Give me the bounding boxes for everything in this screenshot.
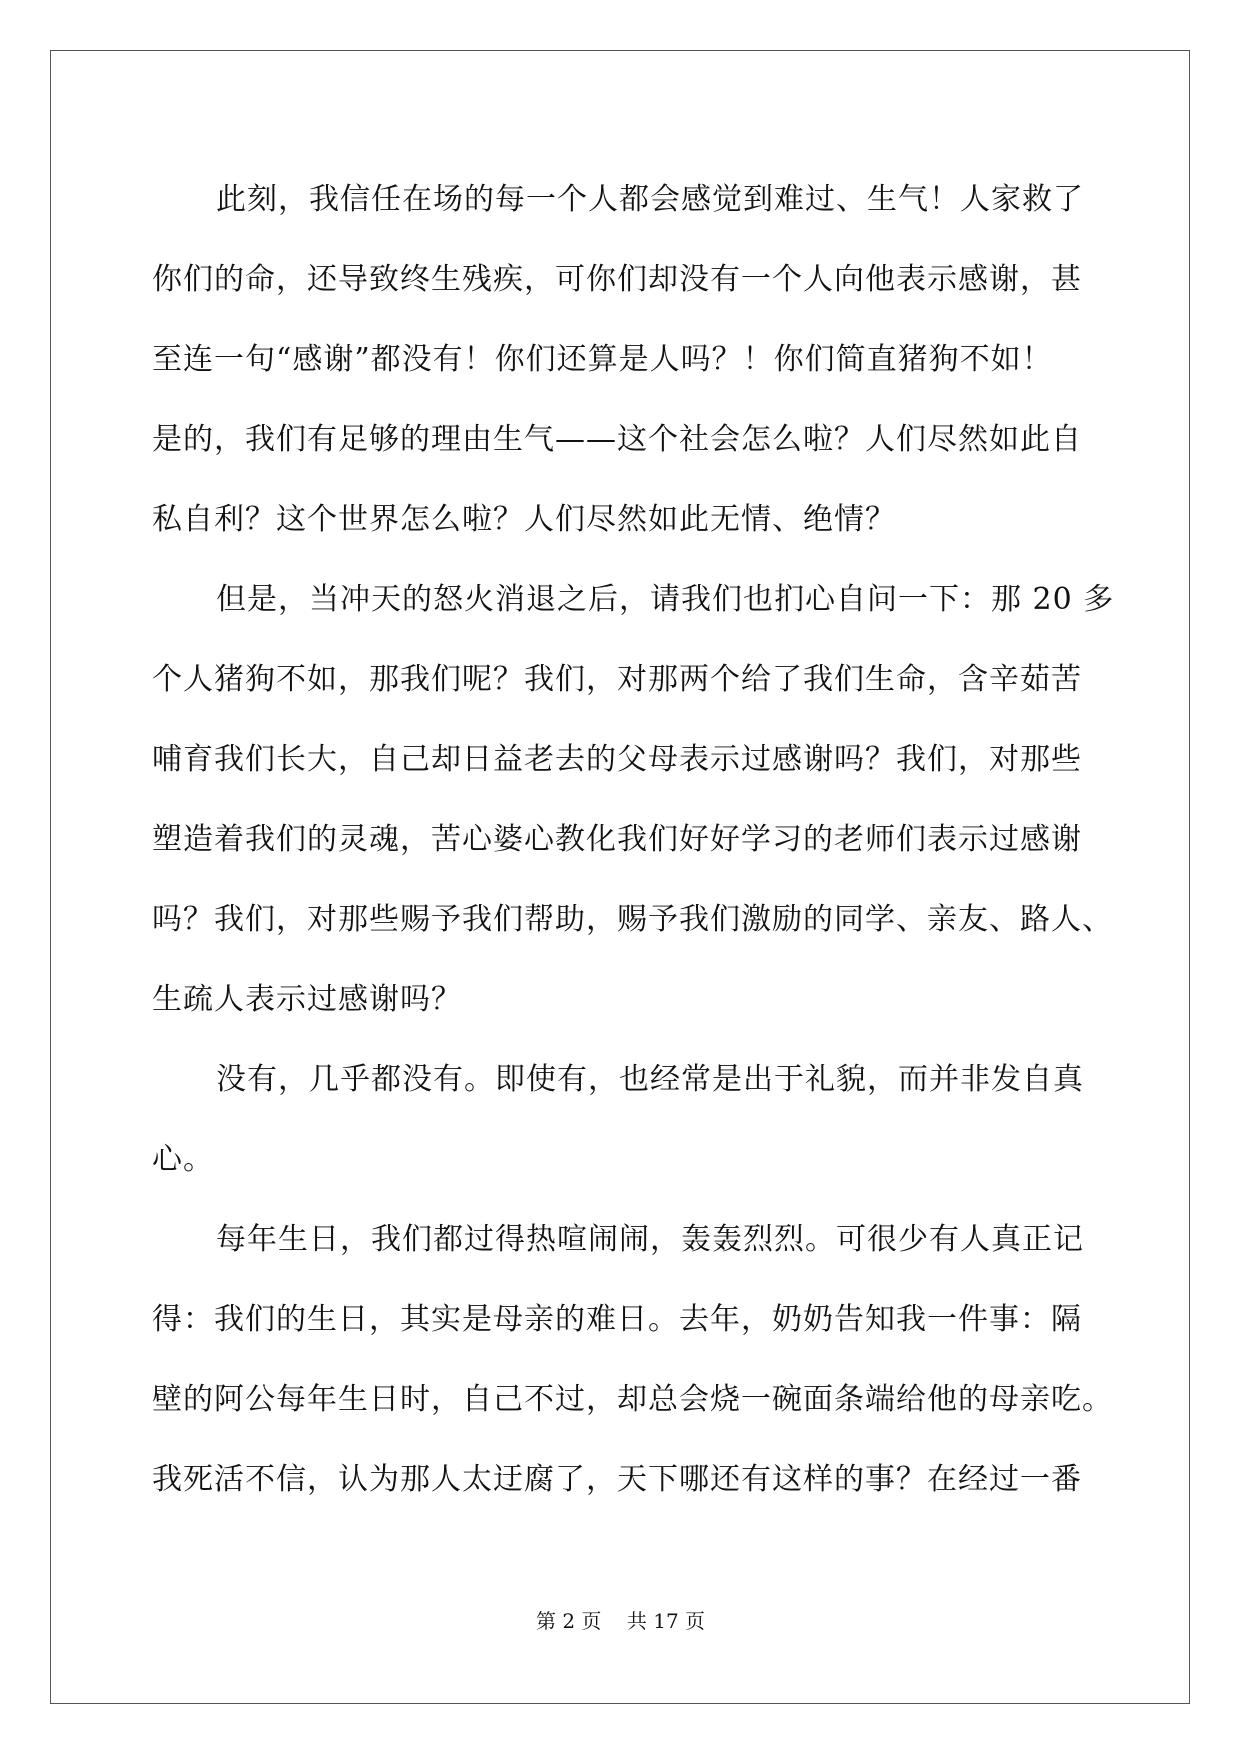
text-line: 我死活不信，认为那人太迂腐了，天下哪还有这样的事？在经过一番	[152, 1462, 1082, 1497]
text-line: 至连一句“感谢”都没有！你们还算是人吗？！你们简直猪狗不如！	[152, 342, 1053, 377]
text-line: 私自利？这个世界怎么啦？人们尽然如此无情、绝情？	[152, 502, 896, 537]
text-line: 吗？我们，对那些赐予我们帮助，赐予我们激励的同学、亲友、路人、	[152, 902, 1113, 937]
text-line: 得：我们的生日，其实是母亲的难日。去年，奶奶告知我一件事：隔	[152, 1302, 1082, 1337]
text-line: 是的，我们有足够的理由生气——这个社会怎么啦？人们尽然如此自	[152, 422, 1082, 457]
text-line: 没有，几乎都没有。即使有，也经常是出于礼貌，而并非发自真	[216, 1062, 1084, 1097]
text-line: 哺育我们长大，自己却日益老去的父母表示过感谢吗？我们，对那些	[152, 742, 1082, 777]
text-line: 你们的命，还导致终生残疾，可你们却没有一个人向他表示感谢，甚	[152, 262, 1082, 297]
text-line: 但是，当冲天的怒火消退之后，请我们也扪心自问一下：那 20 多	[216, 582, 1115, 617]
text-line: 壁的阿公每年生日时，自己不过，却总会烧一碗面条端给他的母亲吃。	[152, 1382, 1113, 1417]
page-number: 第 2 页	[535, 1609, 602, 1633]
text-line: 塑造着我们的灵魂，苦心婆心教化我们好好学习的老师们表示过感谢	[152, 822, 1082, 857]
text-line: 生疏人表示过感谢吗？	[152, 982, 462, 1017]
text-line: 此刻，我信任在场的每一个人都会感觉到难过、生气！人家救了	[216, 182, 1084, 217]
text-line: 每年生日，我们都过得热喧闹闹，轰轰烈烈。可很少有人真正记	[216, 1222, 1084, 1257]
page-total: 共 17 页	[626, 1609, 706, 1633]
text-line: 心。	[152, 1142, 214, 1177]
document-body	[152, 160, 1115, 1520]
text-line: 个人猪狗不如，那我们呢？我们，对那两个给了我们生命，含辛茹苦	[152, 662, 1082, 697]
page-footer	[0, 1605, 1241, 1634]
